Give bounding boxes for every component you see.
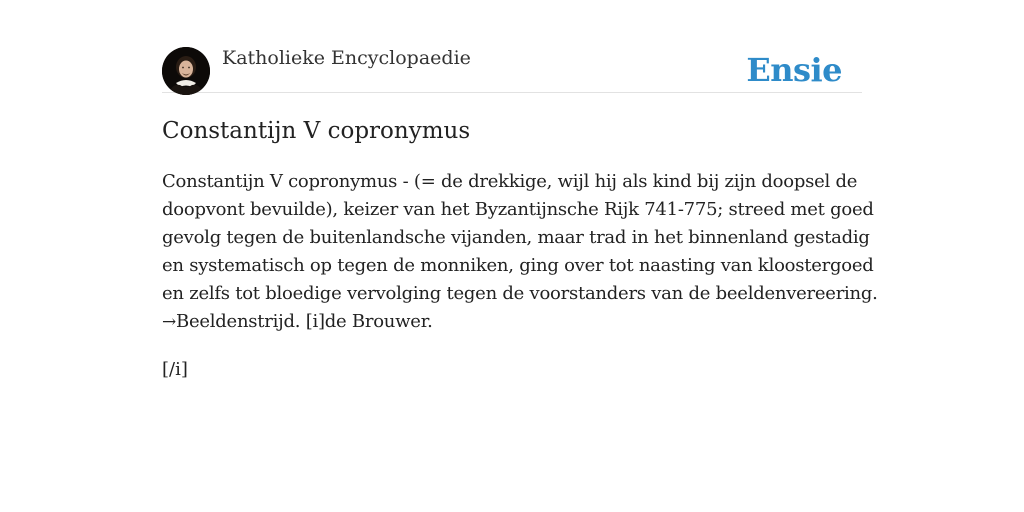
body-line: Constantijn V copronymus - (= de drekkige, wijl hij als kind bij zijn doopsel de (162, 171, 858, 192)
brand-logo[interactable]: Ensie (746, 51, 842, 89)
author-note: . [i]de Brouwer. (294, 311, 433, 332)
beeldenstrijd-link[interactable]: Beeldenstrijd (176, 311, 295, 332)
body-line: en zelfs tot bloedige vervolging tegen de voorstanders van de beeldenvereering. (162, 283, 878, 304)
body-line: gevolg tegen de buitenlandsche vijanden, maar trad in het binnenland gestadig (162, 227, 870, 248)
article-title: Constantijn V copronymus (162, 118, 471, 144)
body-line-last (162, 308, 862, 336)
closing-tag-text: [/i] (162, 359, 188, 380)
arrow-icon: → (162, 312, 176, 332)
body-line: doopvont bevuilde), keizer van het Byzantijnsche Rijk 741-775; streed met goed (162, 199, 874, 220)
article-body (162, 168, 878, 336)
page-container (162, 0, 878, 380)
portrait-avatar-icon[interactable] (162, 47, 210, 95)
header (162, 0, 862, 93)
source-title[interactable]: Katholieke Encyclopaedie (222, 47, 471, 69)
body-line: en systematisch op tegen de monniken, ging over tot naasting van kloostergoed (162, 255, 874, 276)
